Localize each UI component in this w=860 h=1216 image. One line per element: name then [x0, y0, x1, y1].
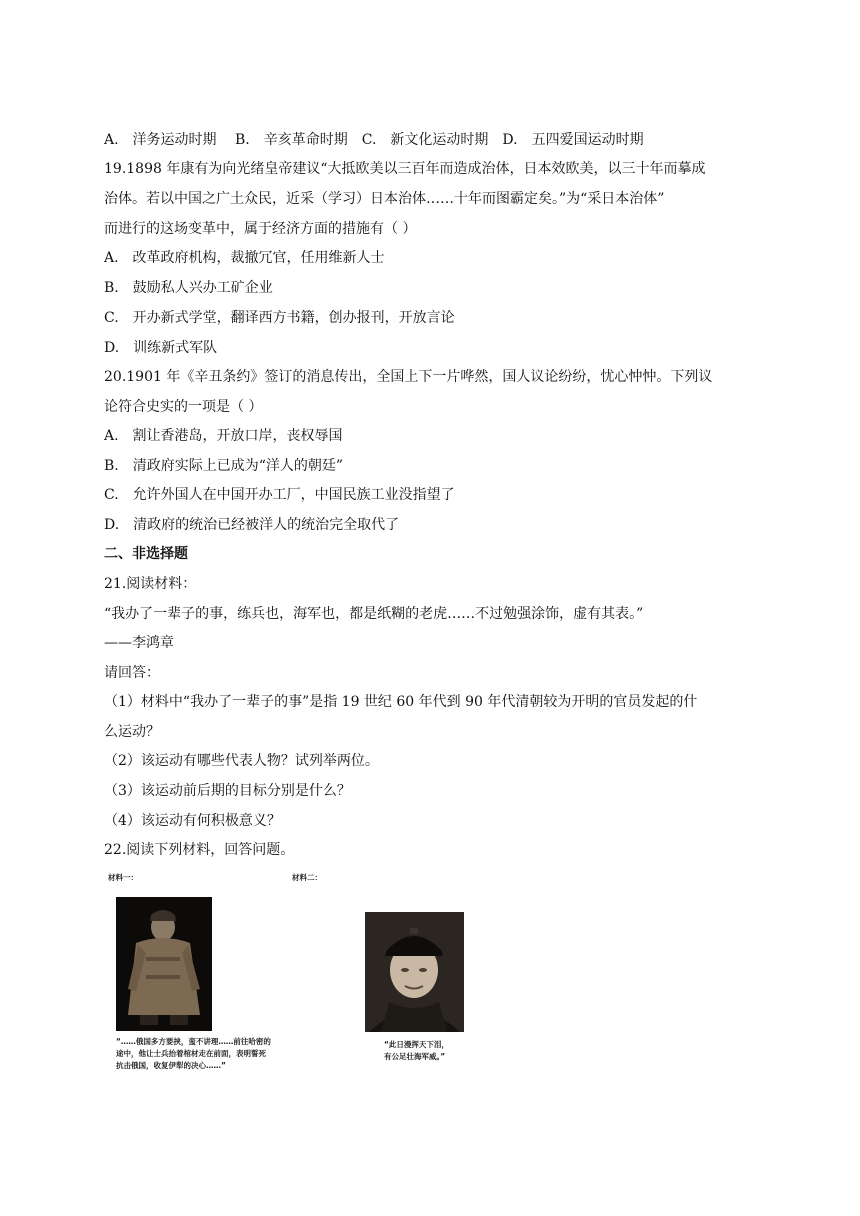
question-20-option-a: A. 割让香港岛，开放口岸，丧权辱国 — [104, 428, 343, 444]
material-2-figure — [292, 870, 492, 1070]
material-2-caption-line-2: 有公足壮海军威。” — [384, 1052, 446, 1061]
question-21-sub2: （2）该运动有哪些代表人物？试列举两位。 — [104, 753, 379, 769]
question-19-option-b: B. 鼓励私人兴办工矿企业 — [104, 280, 273, 296]
material-1-caption-line-2: 途中，他让士兵抬着棺材走在前面，表明誓死 — [116, 1049, 266, 1058]
material-2-photo — [365, 912, 464, 1032]
question-20-option-d: D. 清政府的统治已经被洋人的统治完全取代了 — [104, 517, 400, 533]
question-21-quote: “我办了一辈子的事，练兵也，海军也，都是纸糊的老虎……不过勉强涂饰，虚有其表。” — [104, 606, 644, 622]
question-19-option-c: C. 开办新式学堂，翻译西方书籍，创办报刊，开放言论 — [104, 310, 455, 326]
question-21-sub4: （4）该运动有何积极意义？ — [104, 813, 281, 829]
material-1-caption-line-3: 抗击俄国，收复伊犁的决心……” — [116, 1061, 226, 1070]
material-1-label: 材料一： — [108, 873, 138, 882]
question-18-options: A. 洋务运动时期 B. 辛亥革命时期 C. 新文化运动时期 D. 五四爱国运动时期 — [104, 132, 644, 148]
question-19-stem-line-2: 治体。若以中国之广土众民，近采（学习）日本治体……十年而图霸定矣。”为“采日本治体” — [104, 191, 665, 207]
question-22-intro: 22.阅读下列材料，回答问题。 — [104, 842, 295, 858]
question-21-sub1-line-1: （1）材料中“我办了一辈子的事”是指 19 世纪 60 年代到 90 年代清朝较为开明的官员发起的什 — [104, 694, 698, 710]
question-21-intro: 21.阅读材料： — [104, 576, 197, 592]
material-1-caption-line-1: “……俄国多方要挟，蛮不讲理……前往哈密的 — [116, 1037, 271, 1046]
question-21-source: ——李鸿章 — [104, 635, 174, 651]
question-21-prompt: 请回答： — [104, 665, 160, 681]
question-19-stem-line-3: 而进行的这场变革中，属于经济方面的措施有（ ） — [104, 221, 417, 237]
material-2-caption-line-1: “此日漫挥天下泪， — [384, 1040, 449, 1049]
material-1-photo — [116, 897, 212, 1031]
question-19-option-a: A. 改革政府机构，裁撤冗官，任用维新人士 — [104, 250, 385, 266]
section-heading: 二、非选择题 — [104, 546, 188, 562]
question-21-sub1-line-2: 么运动？ — [104, 724, 160, 740]
question-19-option-d: D. 训练新式军队 — [104, 340, 218, 356]
question-20-stem-line-2: 论符合史实的一项是（ ） — [104, 399, 263, 415]
material-2-label: 材料二： — [292, 873, 322, 882]
question-19-stem-line-1: 19.1898 年康有为向光绪皇帝建议“大抵欧美以三百年而造成治体，日本效欧美，以三十年而摹成 — [104, 161, 706, 177]
question-20-stem-line-1: 20.1901 年《辛丑条约》签订的消息传出，全国上下一片哗然，国人议论纷纷，忧心忡忡。下列议 — [104, 369, 713, 385]
question-20-option-c: C. 允许外国人在中国开办工厂，中国民族工业没指望了 — [104, 487, 455, 503]
question-20-option-b: B. 清政府实际上已成为“洋人的朝廷” — [104, 458, 344, 474]
question-21-sub3: （3）该运动前后期的目标分别是什么？ — [104, 783, 351, 799]
